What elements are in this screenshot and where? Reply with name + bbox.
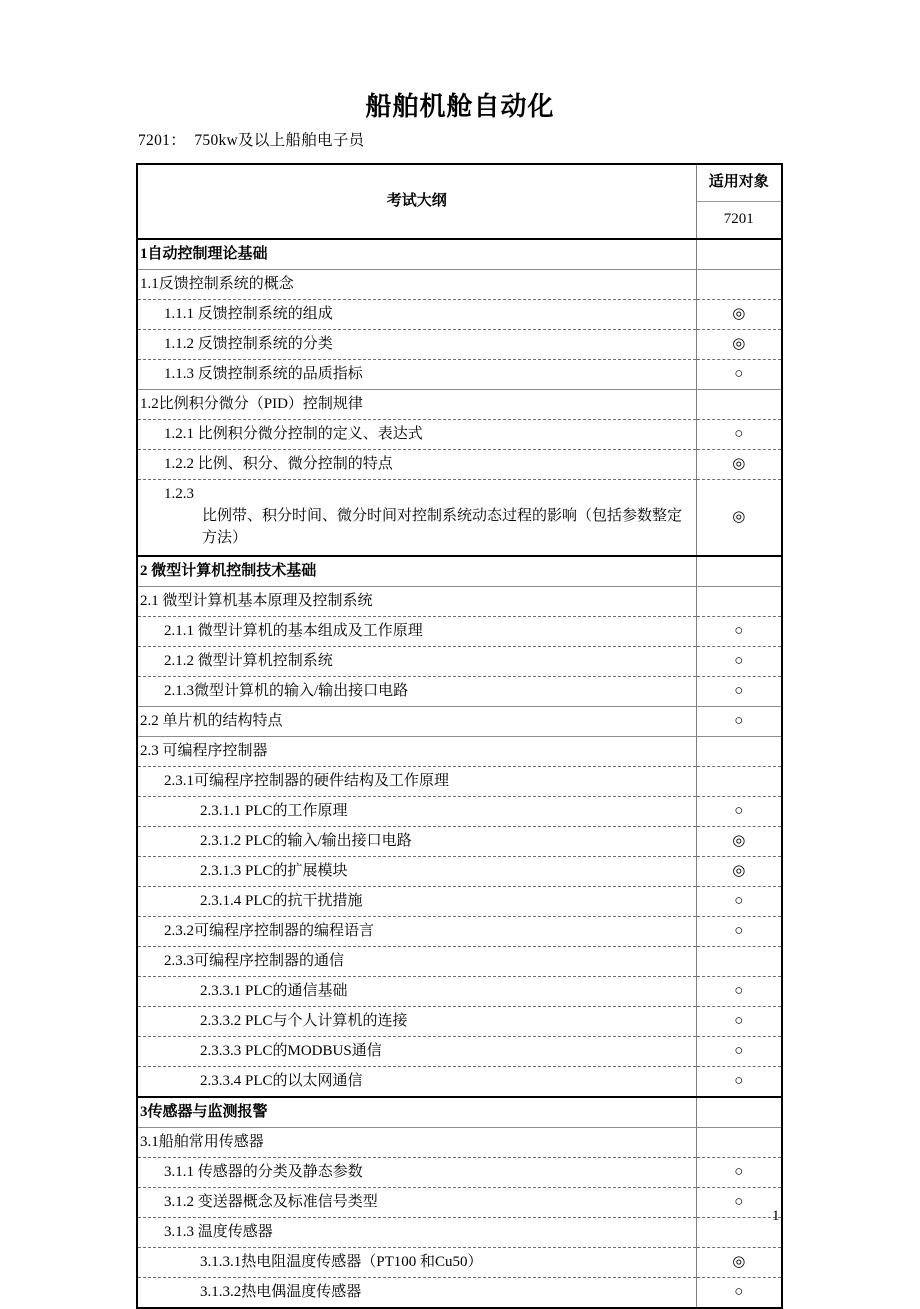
table-row — [137, 1097, 782, 1128]
table-row — [137, 239, 782, 270]
table-row — [137, 827, 782, 857]
applicability-mark: ○ — [696, 1067, 782, 1098]
outline-item-label: 2.3.1.4 PLC的抗干扰措施 — [137, 887, 696, 917]
outline-item-label: 1.1.1 反馈控制系统的组成 — [137, 300, 696, 330]
table-row — [137, 1158, 782, 1188]
table-row — [137, 450, 782, 480]
applicability-mark — [696, 767, 782, 797]
outline-item-label: 3.1.1 传感器的分类及静态参数 — [137, 1158, 696, 1188]
applicability-mark: ◎ — [696, 300, 782, 330]
table-row — [137, 977, 782, 1007]
outline-item-label: 1.2比例积分微分（PID）控制规律 — [137, 390, 696, 420]
table-row — [137, 360, 782, 390]
applicability-mark: ○ — [696, 887, 782, 917]
applicability-mark: ◎ — [696, 1248, 782, 1278]
outline-item-label: 2.3.1.2 PLC的输入/输出接口电路 — [137, 827, 696, 857]
column-header-applicable: 适用对象 — [696, 164, 782, 202]
applicability-mark: ○ — [696, 617, 782, 647]
outline-item-label: 2.3.1.1 PLC的工作原理 — [137, 797, 696, 827]
page-number: 1 — [772, 1208, 780, 1224]
table-row — [137, 587, 782, 617]
table-row — [137, 556, 782, 587]
outline-item-label: 2.2 单片机的结构特点 — [137, 707, 696, 737]
applicability-mark — [696, 1128, 782, 1158]
outline-item-label: 2.1.3微型计算机的输入/输出接口电路 — [137, 677, 696, 707]
applicability-mark: ○ — [696, 647, 782, 677]
outline-item-label: 1.1反馈控制系统的概念 — [137, 270, 696, 300]
outline-item-label: 1.1.3 反馈控制系统的品质指标 — [137, 360, 696, 390]
table-row — [137, 737, 782, 767]
outline-item-label: 1.2.2 比例、积分、微分控制的特点 — [137, 450, 696, 480]
applicability-mark: ◎ — [696, 857, 782, 887]
applicability-mark — [696, 239, 782, 270]
table-row — [137, 707, 782, 737]
table-row — [137, 270, 782, 300]
outline-item-label: 3.1.3.1热电阻温度传感器（PT100 和Cu50） — [137, 1248, 696, 1278]
applicability-mark: ○ — [696, 977, 782, 1007]
table-row — [137, 1007, 782, 1037]
applicability-mark: ○ — [696, 917, 782, 947]
applicability-mark — [696, 556, 782, 587]
table-row — [137, 420, 782, 450]
applicability-mark: ◎ — [696, 827, 782, 857]
applicability-mark: ○ — [696, 707, 782, 737]
applicability-mark: ○ — [696, 797, 782, 827]
outline-item-description: 比例带、积分时间、微分时间对控制系统动态过程的影响（包括参数整定方法） — [202, 507, 683, 546]
outline-item-label: 2.1.1 微型计算机的基本组成及工作原理 — [137, 617, 696, 647]
outline-item-label: 1自动控制理论基础 — [137, 239, 696, 270]
applicability-mark: ◎ — [696, 450, 782, 480]
subtitle-line: 7201： 750kw及以上船舶电子员 — [138, 132, 365, 149]
column-header-code: 7201 — [696, 202, 782, 240]
table-row — [137, 1188, 782, 1218]
table-row — [137, 1037, 782, 1067]
applicability-mark: ○ — [696, 1037, 782, 1067]
outline-item-number: 1.2.3 — [164, 486, 194, 502]
exam-outline-table — [136, 163, 783, 1309]
outline-item-label: 2.3 可编程序控制器 — [137, 737, 696, 767]
applicability-mark: ○ — [696, 1278, 782, 1309]
outline-item-label: 2.3.3可编程序控制器的通信 — [137, 947, 696, 977]
applicability-mark — [696, 947, 782, 977]
table-row — [137, 1278, 782, 1309]
outline-item-label: 2.3.1可编程序控制器的硬件结构及工作原理 — [137, 767, 696, 797]
table-row — [137, 857, 782, 887]
outline-item-label: 2.3.1.3 PLC的扩展模块 — [137, 857, 696, 887]
outline-item-label: 1.2.1 比例积分微分控制的定义、表达式 — [137, 420, 696, 450]
applicability-mark: ○ — [696, 677, 782, 707]
applicability-mark: ◎ — [696, 330, 782, 360]
table-row — [137, 797, 782, 827]
applicability-mark — [696, 737, 782, 767]
table-row — [137, 767, 782, 797]
table-row — [137, 647, 782, 677]
outline-item-label: 2.3.3.2 PLC与个人计算机的连接 — [137, 1007, 696, 1037]
page-title: 船舶机舱自动化 — [365, 92, 555, 121]
outline-item-label: 2.3.3.1 PLC的通信基础 — [137, 977, 696, 1007]
table-row — [137, 917, 782, 947]
applicability-mark: ○ — [696, 1158, 782, 1188]
applicability-mark — [696, 390, 782, 420]
outline-item-label: 2 微型计算机控制技术基础 — [137, 556, 696, 587]
table-row — [137, 300, 782, 330]
applicability-mark — [696, 1218, 782, 1248]
outline-item-label — [137, 480, 696, 557]
outline-item-label: 2.3.3.4 PLC的以太网通信 — [137, 1067, 696, 1098]
applicability-mark — [696, 587, 782, 617]
outline-item-label: 2.3.2可编程序控制器的编程语言 — [137, 917, 696, 947]
table-row — [137, 330, 782, 360]
outline-item-label: 3.1.3 温度传感器 — [137, 1218, 696, 1248]
applicability-mark: ○ — [696, 420, 782, 450]
table-header-row — [137, 164, 782, 202]
table-row — [137, 677, 782, 707]
outline-item-label: 3.1船舶常用传感器 — [137, 1128, 696, 1158]
outline-item-label: 2.1.2 微型计算机控制系统 — [137, 647, 696, 677]
outline-item-label: 3.1.2 变送器概念及标准信号类型 — [137, 1188, 696, 1218]
table-row — [137, 947, 782, 977]
applicability-mark: ○ — [696, 1188, 782, 1218]
table-row — [137, 1248, 782, 1278]
table-row — [137, 1218, 782, 1248]
table-row — [137, 390, 782, 420]
applicability-mark: ○ — [696, 360, 782, 390]
outline-item-label: 2.1 微型计算机基本原理及控制系统 — [137, 587, 696, 617]
table-row — [137, 1067, 782, 1098]
applicability-mark — [696, 270, 782, 300]
table-row — [137, 480, 782, 557]
table-row — [137, 617, 782, 647]
table-row — [137, 1128, 782, 1158]
column-header-outline: 考试大纲 — [137, 164, 696, 239]
outline-item-label: 3传感器与监测报警 — [137, 1097, 696, 1128]
outline-item-label: 1.1.2 反馈控制系统的分类 — [137, 330, 696, 360]
table-row — [137, 887, 782, 917]
applicability-mark — [696, 1097, 782, 1128]
applicability-mark: ◎ — [696, 480, 782, 557]
outline-item-label: 2.3.3.3 PLC的MODBUS通信 — [137, 1037, 696, 1067]
outline-item-label: 3.1.3.2热电偶温度传感器 — [137, 1278, 696, 1309]
applicability-mark: ○ — [696, 1007, 782, 1037]
